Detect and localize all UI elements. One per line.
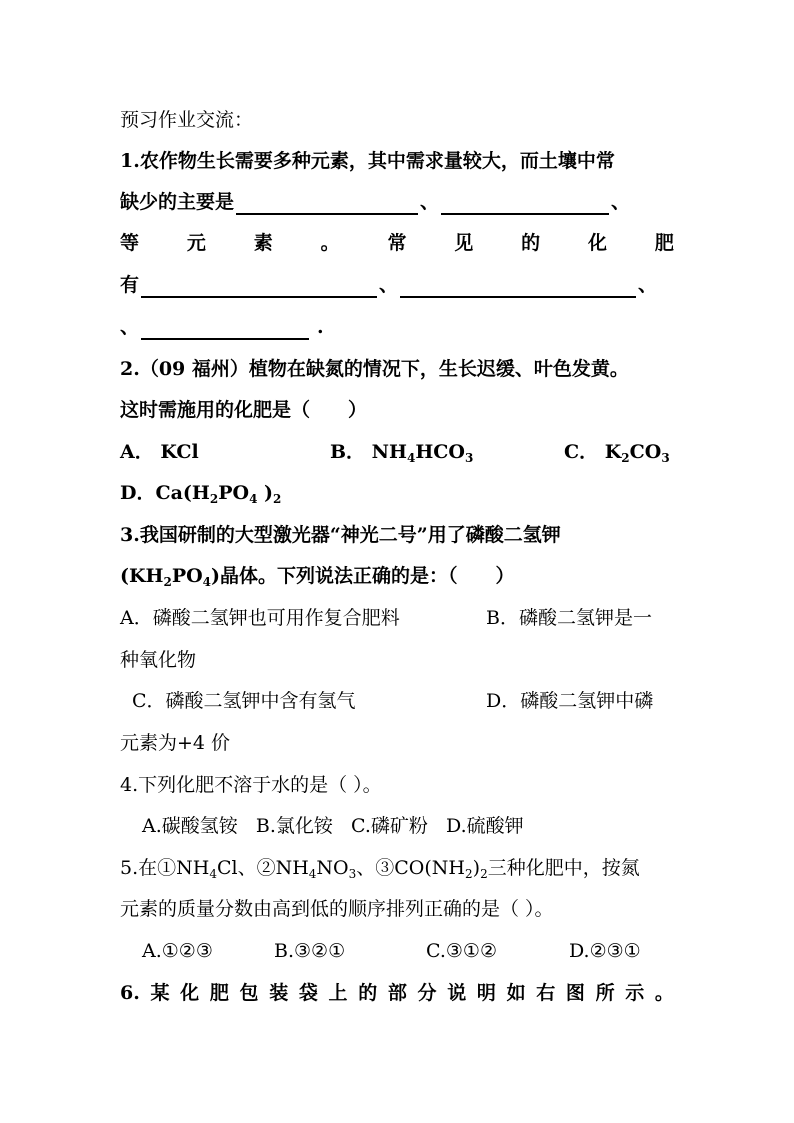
q6-char: 肥 xyxy=(209,982,229,1004)
q4-line1: 4.下列化肥不溶于水的是（ ）。 xyxy=(120,774,382,796)
q5-option-d: D.②③① xyxy=(569,940,641,962)
answer-blank-1[interactable] xyxy=(236,193,418,215)
q3-line2-text: PO xyxy=(171,565,203,587)
q6-char: 某 xyxy=(150,982,170,1004)
q2-line1: 2.（09 福州）植物在缺氮的情况下，生长迟缓、叶色发黄。 xyxy=(120,358,629,380)
subscript: 2 xyxy=(480,867,488,881)
q1-line3 xyxy=(120,230,674,256)
q2-option-d-text: D．Ca(H xyxy=(120,482,210,504)
answer-blank-4[interactable] xyxy=(400,276,636,298)
q1-sep: 、 xyxy=(611,191,631,213)
subscript: 4 xyxy=(249,492,258,506)
section-title: 预习作业交流： xyxy=(120,109,254,131)
q2-option-c xyxy=(564,439,670,465)
subscript: 2 xyxy=(465,867,473,881)
q5-line2: 元素的质量分数由高到低的顺序排列正确的是（ ）。 xyxy=(120,898,554,920)
q1-line4 xyxy=(120,272,657,298)
subscript: 3 xyxy=(464,451,474,465)
q3-option-c: C．磷酸二氢钾中含有氢气 xyxy=(132,690,356,712)
q5-text: 、③CO(NH xyxy=(356,857,465,879)
q5-option-a: A.①②③ xyxy=(142,940,213,962)
q2-line2: 这时需施用的化肥是（ ） xyxy=(120,399,368,421)
q6-char: 图 xyxy=(565,982,585,1004)
q5-line1 xyxy=(120,855,640,881)
q2-option-d xyxy=(120,480,281,506)
q6-line1 xyxy=(120,980,674,1006)
q6-char: 。 xyxy=(654,982,674,1004)
subscript: 3 xyxy=(348,867,357,881)
subscript: 4 xyxy=(202,575,212,589)
subscript: 2 xyxy=(273,492,282,506)
q1-char: 化 xyxy=(588,232,608,254)
q2-option-d-text: ) xyxy=(257,482,274,504)
q1-char: 。 xyxy=(320,232,340,254)
q3-option-d-cont: 元素为+4 价 xyxy=(120,732,231,754)
q6-char: 包 xyxy=(239,982,259,1004)
q3-line2 xyxy=(120,563,515,589)
q1-sep: 、 xyxy=(379,274,399,296)
q1-line1: 1.农作物生长需要多种元素，其中需求量较大，而土壤中常 xyxy=(120,150,615,172)
q1-line2 xyxy=(120,189,630,215)
q6-char: 说 xyxy=(447,982,467,1004)
q2-option-a: A． KCl xyxy=(120,441,199,463)
q1-char: 素 xyxy=(253,232,273,254)
q1-line5 xyxy=(120,314,324,340)
q5-option-b: B.③②① xyxy=(274,940,346,962)
q5-text: NO xyxy=(316,857,349,879)
subscript: 2 xyxy=(209,492,219,506)
q2-option-d-text: PO xyxy=(218,482,250,504)
q6-char: 部 xyxy=(387,982,407,1004)
q6-char: 6. xyxy=(120,982,140,1004)
q6-char: 装 xyxy=(269,982,289,1004)
q1-char: 肥 xyxy=(654,232,674,254)
q5-text: ) xyxy=(472,857,481,879)
q5-text: 三种化肥中，按氮 xyxy=(487,857,640,879)
q4-options: A.碳酸氢铵 B.氯化铵 C.磷矿粉 D.硫酸钾 xyxy=(142,815,524,837)
q3-option-d: D．磷酸二氢钾中磷 xyxy=(486,690,654,712)
q2-option-b-text: HCO xyxy=(415,441,465,463)
q6-char: 所 xyxy=(595,982,615,1004)
q1-char: 元 xyxy=(186,232,206,254)
answer-blank-3[interactable] xyxy=(141,276,377,298)
q3-line2-text: (KH xyxy=(120,565,164,587)
q2-option-c-text: C． K xyxy=(564,441,622,463)
q1-line5-start: 、 xyxy=(120,316,140,338)
q5-option-c: C.③①② xyxy=(426,940,497,962)
q2-option-c-text: CO xyxy=(629,441,662,463)
q6-char: 上 xyxy=(328,982,348,1004)
answer-blank-5[interactable] xyxy=(141,318,309,340)
answer-blank-2[interactable] xyxy=(441,193,609,215)
q5-text: Cl、②NH xyxy=(216,857,309,879)
q6-char: 分 xyxy=(417,982,437,1004)
subscript: 3 xyxy=(661,451,670,465)
subscript: 2 xyxy=(621,451,630,465)
q1-sep: 、 xyxy=(420,191,440,213)
subscript: 4 xyxy=(308,867,317,881)
q1-char: 的 xyxy=(521,232,541,254)
q3-option-b-cont: 种氧化物 xyxy=(120,649,197,671)
q2-option-b xyxy=(330,439,473,465)
q1-char: 见 xyxy=(454,232,474,254)
q6-char: 袋 xyxy=(298,982,318,1004)
q3-line1: 3.我国研制的大型激光器“神光二号”用了磷酸二氢钾 xyxy=(120,524,561,546)
subscript: 4 xyxy=(407,451,416,465)
q5-text: 5.在①NH xyxy=(120,857,210,879)
q1-char: 常 xyxy=(387,232,407,254)
q3-option-b: B．磷酸二氢钾是一 xyxy=(486,607,652,629)
q3-option-a: A．磷酸二氢钾也可用作复合肥料 xyxy=(120,607,400,629)
q1-line4-start: 有 xyxy=(120,274,140,296)
q6-char: 示 xyxy=(625,982,645,1004)
q2-option-b-text: B． NH xyxy=(330,441,407,463)
subscript: 2 xyxy=(163,575,172,589)
q1-line5-end: . xyxy=(317,316,324,338)
q6-char: 的 xyxy=(358,982,378,1004)
q6-char: 右 xyxy=(536,982,556,1004)
q1-line2-start: 缺少的主要是 xyxy=(120,191,235,213)
q6-char: 化 xyxy=(180,982,200,1004)
q1-char: 等 xyxy=(120,232,140,254)
q1-sep: 、 xyxy=(638,274,658,296)
q3-line2-text: )晶体。下列说法正确的是：（ ） xyxy=(211,565,515,587)
subscript: 4 xyxy=(209,867,217,881)
q6-char: 如 xyxy=(506,982,526,1004)
q6-char: 明 xyxy=(476,982,496,1004)
